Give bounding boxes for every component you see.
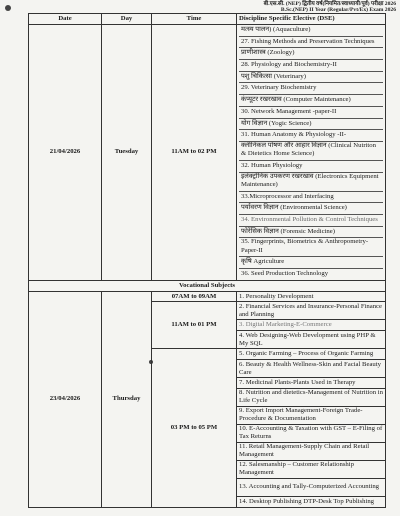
subject-list-cell bbox=[237, 25, 386, 281]
subject-item: 1. Personality Development bbox=[237, 291, 386, 302]
subject-item: योग विज्ञान (Yogic Science) bbox=[239, 119, 383, 131]
day-cell: Thursday bbox=[102, 291, 152, 507]
col-header-date: Date bbox=[29, 14, 102, 25]
subject-item: 35. Fingerprints, Biometrics & Anthropometry-Paper-II bbox=[239, 238, 383, 257]
subject-item: 32. Human Physiology bbox=[239, 161, 383, 173]
time-cell: 03 PM to 05 PM bbox=[152, 349, 237, 507]
subject-item: मत्स्य पालन) (Aquaculture) bbox=[239, 25, 383, 37]
subject-item: 6. Beauty & Health Wellness-Skin and Facial Beauty Care bbox=[237, 360, 386, 378]
subject-item: पर्यावरण विज्ञान (Environmental Science) bbox=[239, 203, 383, 215]
subject-item: 10. E-Accounting & Taxation with GST – E-Filing of Tax Returns bbox=[237, 424, 386, 442]
subject-item: 3. Digital Marketing-E-Commerce bbox=[237, 320, 386, 331]
vocational-title: Vocational Subjects bbox=[29, 280, 386, 291]
col-header-day: Day bbox=[102, 14, 152, 25]
subject-item: 27. Fishing Methods and Preservation Techniques bbox=[239, 37, 383, 49]
subject-item: 31. Human Anatomy & Physiology -II- bbox=[239, 130, 383, 142]
exam-header-hindi: बी.एस.सी. (NEP) द्वितीय वर्ष(नियमित/स्वाध्यायी/पूर्व) परीक्षा 2026 bbox=[263, 1, 396, 7]
subject-item: 7. Medicinal Plants-Plants Used in Therapy bbox=[237, 378, 386, 389]
subject-item: प्राणीशास्त्र (Zoology) bbox=[239, 48, 383, 60]
subject-item: 13. Accounting and Tally-Computerized Accounting bbox=[237, 478, 386, 496]
subject-item: 33.Microprocessor and Interfacing bbox=[239, 192, 383, 204]
subject-item: 29. Veterinary Biochemistry bbox=[239, 83, 383, 95]
exam-header-english: B.Sc.(NEP) II Year (Regular/Pvt/Ex) Exam 2026 bbox=[280, 7, 396, 13]
table-row bbox=[29, 25, 386, 281]
day-cell: Tuesday bbox=[102, 25, 152, 281]
subject-item: 30. Network Management -paper-II bbox=[239, 107, 383, 119]
subject-item: कंप्यूटर रखरखाव (Computer Maintenance) bbox=[239, 95, 383, 107]
time-cell: 07AM to 09AM bbox=[152, 291, 237, 302]
subject-item: 12. Salesmanship – Customer Relationship Management bbox=[237, 460, 386, 478]
subject-item: 2. Financial Services and Insurance-Personal Finance and Planning bbox=[237, 302, 386, 320]
subject-item: 28. Physiology and Biochemistry-II bbox=[239, 60, 383, 72]
table-header-row bbox=[29, 14, 386, 25]
col-header-subject: Discipline Specific Elective (DSE) bbox=[237, 14, 386, 25]
subject-item: 8. Nutrition and dietetics-Management of Nutrition in Life Cycle bbox=[237, 388, 386, 406]
subject-item: 5. Organic Farming – Process of Organic Farming bbox=[237, 349, 386, 360]
col-header-time: Time bbox=[152, 14, 237, 25]
time-cell: 11AM to 01 PM bbox=[152, 302, 237, 349]
subject-item: कृषि Agriculture bbox=[239, 257, 383, 269]
subject-item: 36. Seed Production Technology bbox=[241, 270, 329, 277]
punch-hole-mark bbox=[5, 5, 11, 11]
subject-item: इलेक्ट्रॉनिक उपकरण रखरखाव (Electronics Equipment Maintenance) bbox=[239, 173, 383, 192]
date-cell: 23/04/2026 bbox=[29, 291, 102, 507]
subject-item: पशु चिकित्सा (Veterinary) bbox=[239, 72, 383, 84]
subject-item: 4. Web Designing-Web Development using PHP & My SQL bbox=[237, 331, 386, 349]
subject-item: 14. Desktop Publishing DTP-Desk Top Publishing bbox=[237, 496, 386, 507]
exam-schedule-table bbox=[28, 13, 386, 508]
subject-item: फोरेंसिक विज्ञान (Forensic Medicine) bbox=[239, 227, 383, 239]
table-row bbox=[29, 291, 386, 302]
subject-item: 11. Retail Management-Supply Chain and Retail Management bbox=[237, 442, 386, 460]
subject-item: 34. Environmental Pollution & Control Techniques bbox=[239, 215, 383, 227]
subject-item: 9. Export Import Management-Foreign Trade-Procedure & Documentation bbox=[237, 406, 386, 424]
vocational-header-row bbox=[29, 280, 386, 291]
subject-item: क्लीनिकल पोषण और आहार विज्ञान (Clinical Nutriton & Dietetics Home Science) bbox=[239, 142, 383, 161]
time-cell: 11AM to 02 PM bbox=[152, 25, 237, 281]
date-cell: 21/04/2026 bbox=[29, 25, 102, 281]
